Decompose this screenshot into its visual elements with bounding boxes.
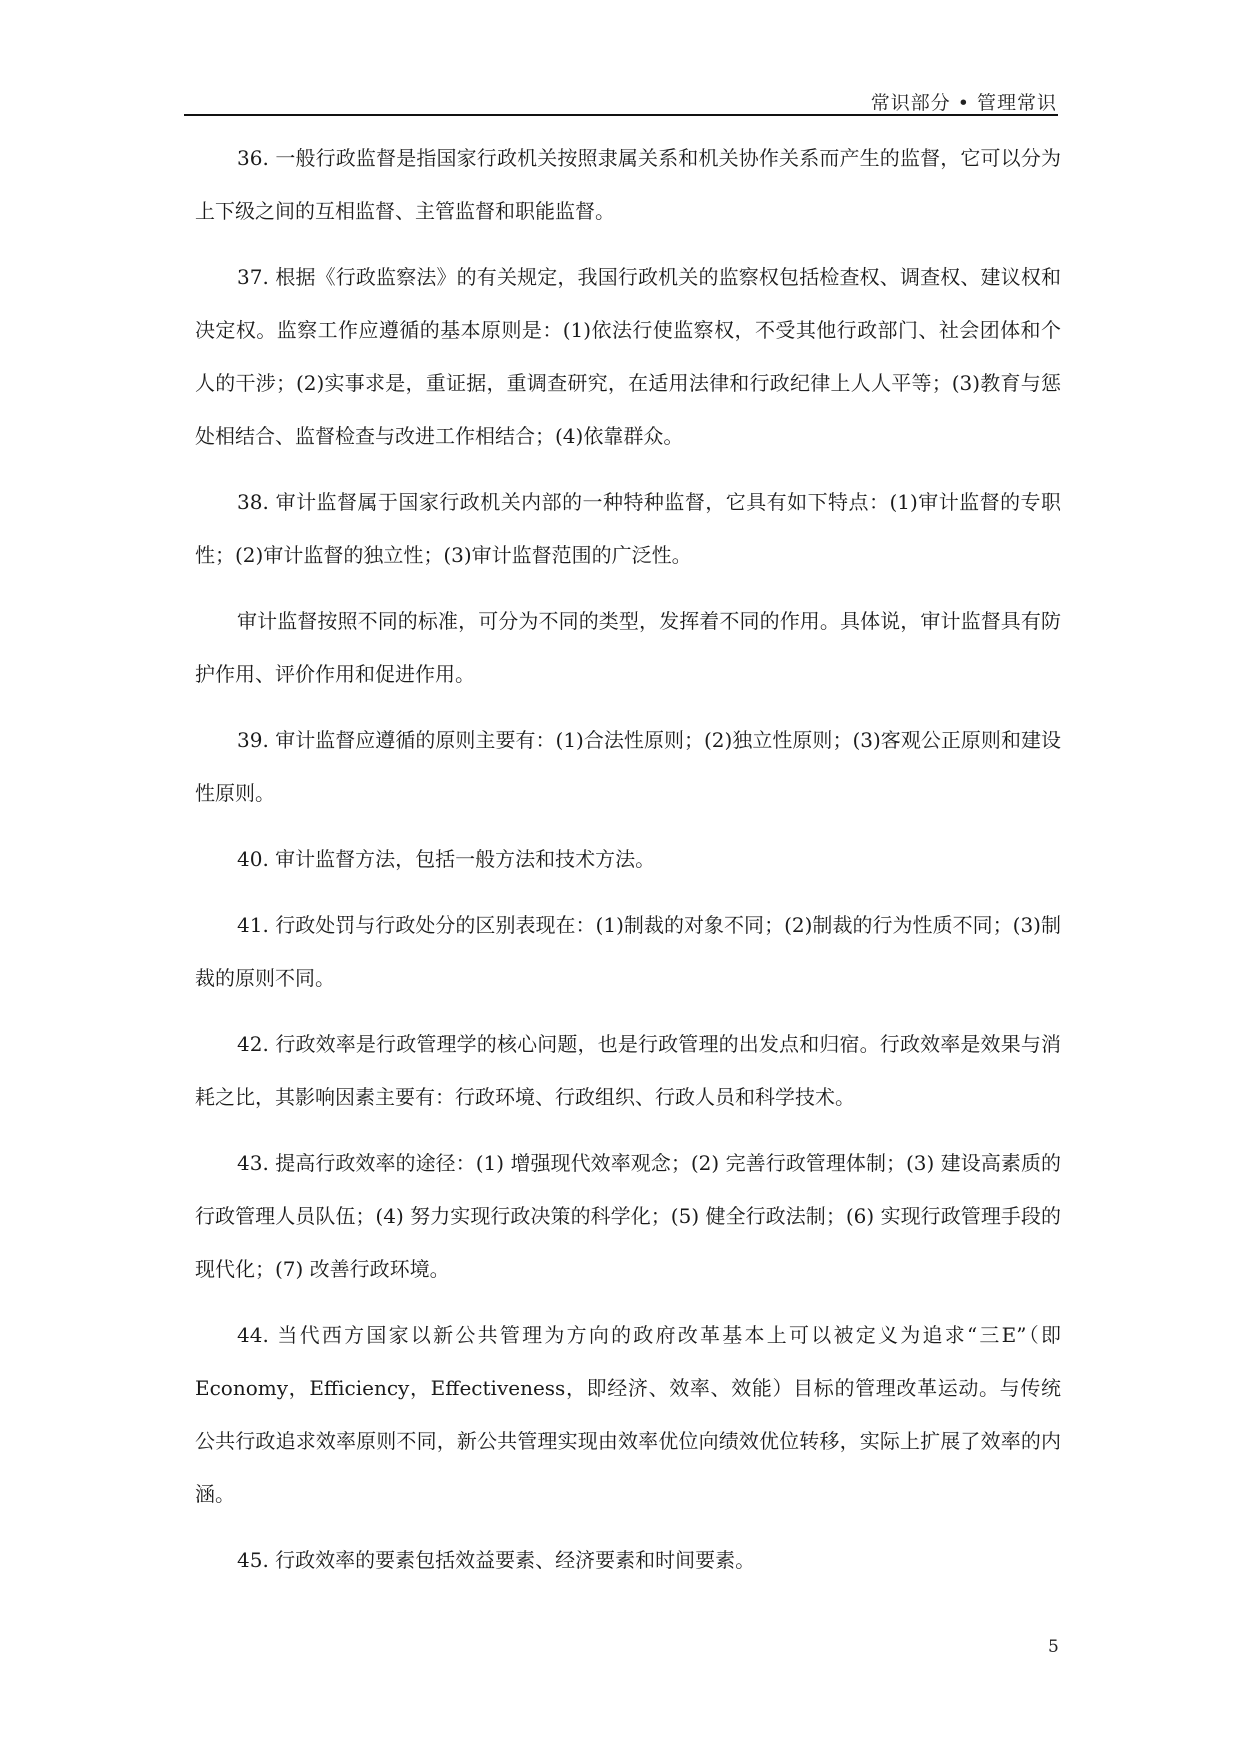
paragraph-41: 41. 行政处罚与行政处分的区别表现在：(1)制裁的对象不同；(2)制裁的行为性质不同；(3)制裁的原则不同。 [195, 913, 1061, 990]
header-rule [184, 114, 1058, 116]
paragraph-43: 43. 提高行政效率的途径：(1) 增强现代效率观念；(2) 完善行政管理体制；(3) 建设高素质的行政管理人员队伍；(4) 努力实现行政决策的科学化；(5) 健全行政法制；(6) 实现行政管理手段的现代化；(7) 改善行政环境。 [195, 1151, 1061, 1281]
paragraph-38: 38. 审计监督属于国家行政机关内部的一种特种监督，它具有如下特点：(1)审计监督的专职性；(2)审计监督的独立性；(3)审计监督范围的广泛性。 [195, 490, 1061, 567]
paragraph-44: 44. 当代西方国家以新公共管理为方向的政府改革基本上可以被定义为追求“三E”（即Economy，Efficiency，Effectiveness，即经济、效率、效能）目标的管理改革运动。与传统公共行政追求效率原则不同，新公共管理实现由效率优位向绩效优位转移，实际上扩展了效率的内涵。 [195, 1323, 1061, 1506]
paragraph-42: 42. 行政效率是行政管理学的核心问题，也是行政管理的出发点和归宿。行政效率是效果与消耗之比，其影响因素主要有：行政环境、行政组织、行政人员和科学技术。 [195, 1032, 1061, 1109]
paragraph-36: 36. 一般行政监督是指国家行政机关按照隶属关系和机关协作关系而产生的监督，它可以分为上下级之间的互相监督、主管监督和职能监督。 [195, 146, 1061, 223]
paragraph-45: 45. 行政效率的要素包括效益要素、经济要素和时间要素。 [237, 1548, 756, 1572]
running-header: 常识部分 • 管理常识 [870, 92, 1057, 114]
paragraph-39: 39. 审计监督应遵循的原则主要有：(1)合法性原则；(2)独立性原则；(3)客观公正原则和建设性原则。 [195, 728, 1061, 805]
document-body [195, 132, 1061, 1600]
paragraph-37: 37. 根据《行政监察法》的有关规定，我国行政机关的监察权包括检查权、调查权、建议权和决定权。监察工作应遵循的基本原则是：(1)依法行使监察权，不受其他行政部门、社会团体和个人的干涉；(2)实事求是，重证据，重调查研究，在适用法律和行政纪律上人人平等；(3)教育与惩处相结合、监督检查与改进工作相结合；(4)依靠群众。 [195, 265, 1061, 448]
page-number: 5 [1048, 1637, 1059, 1657]
paragraph-38-continued: 审计监督按照不同的标准，可分为不同的类型，发挥着不同的作用。具体说，审计监督具有防护作用、评价作用和促进作用。 [195, 609, 1061, 686]
paragraph-40: 40. 审计监督方法，包括一般方法和技术方法。 [237, 847, 656, 871]
